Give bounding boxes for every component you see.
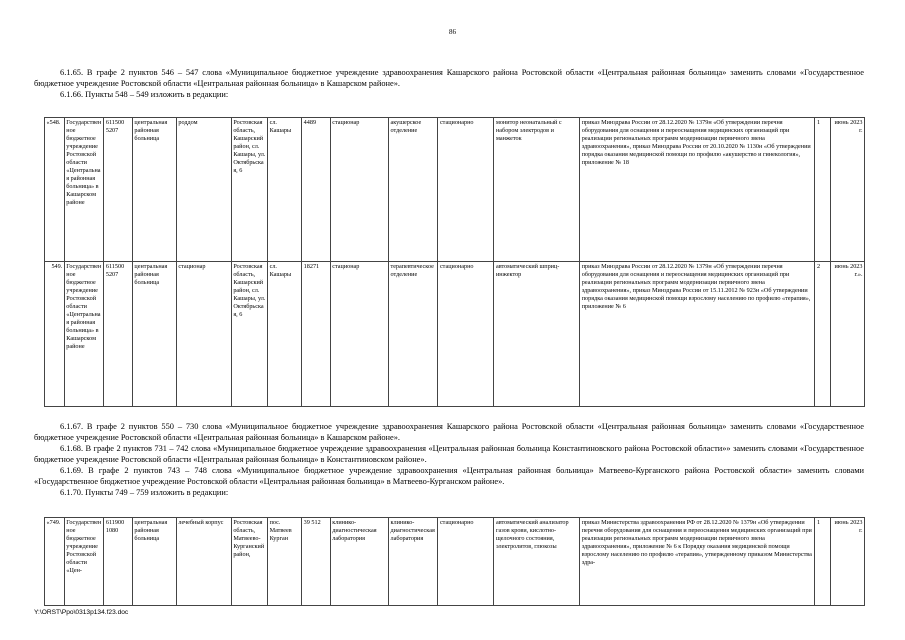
page-number: 86 xyxy=(449,28,456,36)
paragraph-6-1-67: 6.1.67. В графе 2 пунктов 550 – 730 слова «Муниципальное бюджетное учреждение здравоохранения Кашарского района Ростовской области «Центральная районная больница» заменить словами «Государственное бюджетное учреждение Ростовской области «Центральная районная больница» в Кашарском районе». xyxy=(34,422,864,442)
cell-deadline: июнь 2023 г.». xyxy=(830,262,864,407)
cell-basis: приказ Минздрава России от 28.12.2020 № 1379н «Об утверждении перечня оборудования для оснащения и переоснащения медицинских организаций при реализации региональных программ модернизации первичного звена здравоохранения», приказ Минздрава России от 15.11.2012 № 923н «Об утверждении порядка оказания медицинской помощи взрослому населению по профилю «терапия», приложение № 6 xyxy=(580,262,815,407)
paragraph-6-1-65: 6.1.65. В графе 2 пунктов 546 – 547 слова «Муниципальное бюджетное учреждение здравоохранения Кашарского района Ростовской области «Центральная районная больница» заменить словами «Государственное бюджетное учреждение Ростовской области «Центральная районная больница» в Кашарском районе». xyxy=(34,68,864,88)
cell-department: акушерское отделение xyxy=(388,118,437,262)
cell-basis: приказ Министерства здравоохранения РФ от 28.12.2020 № 1379н «Об утверждении перечня оборудования для оснащения и переоснащения медицинских организаций при реализации региональных программ модернизации первичного звена здравоохранения», приложение № 6 к Порядку оказания медицинской помощи взрослому населению по профилю «терапия», утвержденному приказом Министерства здра- xyxy=(580,518,815,606)
paragraph-6-1-69: 6.1.69. В графе 2 пунктов 743 – 748 слова «Муниципальное бюджетное учреждение здравоохранения «Центральная районная больница» Матвеево-Курганского района Ростовской области» заменить словами «Государственное бюджетное учреждение Ростовской области «Центральная районная больница» в Матвеево-Курганском районе». xyxy=(34,466,864,486)
cell-quantity: 1 xyxy=(815,518,830,606)
cell-basis: приказ Минздрава России от 28.12.2020 № 1379н «Об утверждении перечня оборудования для оснащения и переоснащения медицинских организаций при реализации региональных программ модернизации первичного звена здравоохранения», приказ Минздрава России от 20.10.2020 № 1130н «Об утверждении порядка оказания медицинской помощи по профилю «акушерство и гинекология», приложение № 18 xyxy=(580,118,815,262)
paragraph-6-1-70: 6.1.70. Пункты 749 – 759 изложить в редакции: xyxy=(60,488,229,497)
cell-code: 611500 5207 xyxy=(104,262,133,407)
cell-address: Ростовская область, Кашарский район, сл. Кашары, ул. Октябрьская, 6 xyxy=(231,118,267,262)
cell-organization: Государственное бюджетное учреждение Ростовской области «Цен- xyxy=(64,518,104,606)
cell-division: клинико-диагностическая лаборатория xyxy=(330,518,388,606)
cell-equipment: монитор неонатальный с набором электродов и манжеток xyxy=(494,118,580,262)
cell-care-form: стационарно xyxy=(438,518,494,606)
cell-department: терапевтическое отделение xyxy=(388,262,437,407)
cell-organization: Государственное бюджетное учреждение Ростовской области «Центральная районная больница» в Кашарском районе xyxy=(64,262,104,407)
table-row xyxy=(45,118,865,262)
cell-building: роддом xyxy=(176,118,231,262)
cell-equipment: автоматический анализатор газов крови, кислотно-щелочного состояния, электролитов, глюкозы xyxy=(494,518,580,606)
cell-population: 18271 xyxy=(302,262,331,407)
cell-address: Ростовская область, Кашарский район, сл. Кашары, ул. Октябрьская, 6 xyxy=(231,262,267,407)
cell-quantity: 2 xyxy=(815,262,830,407)
cell-building: лечебный корпус xyxy=(176,518,231,606)
cell-equipment: автоматический шприц-инжектор xyxy=(494,262,580,407)
equipment-table-1 xyxy=(44,117,865,407)
cell-department: клинико-диагностическая лаборатория xyxy=(388,518,437,606)
cell-number: «548. xyxy=(45,118,65,262)
table-row xyxy=(45,518,865,606)
cell-care-form: стационарно xyxy=(438,262,494,407)
paragraph-6-1-66: 6.1.66. Пункты 548 – 549 изложить в редакции: xyxy=(60,90,229,99)
cell-locality: пос. Матвеев Курган xyxy=(268,518,302,606)
cell-locality: сл. Кашары xyxy=(268,262,302,407)
equipment-table-2 xyxy=(44,517,865,606)
cell-deadline: июнь 2023 г. xyxy=(830,118,864,262)
cell-org-type: центральная районная больница xyxy=(132,118,176,262)
cell-organization: Государственное бюджетное учреждение Ростовской области «Центральная районная больница» в Кашарском районе xyxy=(64,118,104,262)
cell-address: Ростовская область, Матвеево-Курганский район, xyxy=(231,518,267,606)
cell-division: стационар xyxy=(330,118,388,262)
cell-locality: сл. Кашары xyxy=(268,118,302,262)
cell-quantity: 1 xyxy=(815,118,830,262)
cell-number: 549. xyxy=(45,262,65,407)
cell-division: стационар xyxy=(330,262,388,407)
cell-building: стационар xyxy=(176,262,231,407)
cell-org-type: центральная районная больница xyxy=(132,518,176,606)
cell-number: «749. xyxy=(45,518,65,606)
cell-population: 4489 xyxy=(302,118,331,262)
file-path-footer: Y:\ORST\Ppo\0313p134.f23.doc xyxy=(34,609,129,616)
cell-deadline: июнь 2023 г. xyxy=(830,518,864,606)
cell-care-form: стационарно xyxy=(438,118,494,262)
paragraph-6-1-68: 6.1.68. В графе 2 пунктов 731 – 742 слова «Муниципальное бюджетное учреждение здравоохранения «Центральная районная больница Константиновского района Ростовской области»» заменить словами «Государственное бюджетное учреждение Ростовской области «Центральная районная больница» в Константиновском районе». xyxy=(34,444,864,464)
cell-code: 611500 5207 xyxy=(104,118,133,262)
cell-org-type: центральная районная больница xyxy=(132,262,176,407)
table-row xyxy=(45,262,865,407)
cell-code: 611900 1080 xyxy=(104,518,133,606)
cell-population: 39 512 xyxy=(302,518,331,606)
